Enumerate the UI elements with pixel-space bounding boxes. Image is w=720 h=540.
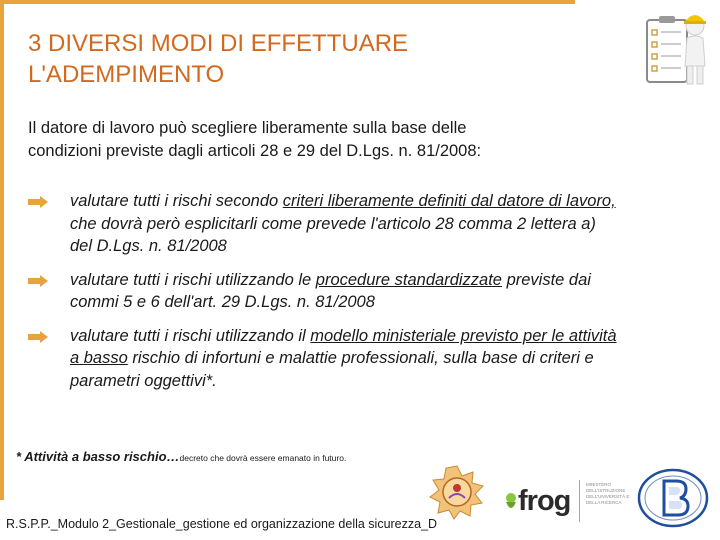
bullet-text: valutare tutti i rischi secondo — [70, 192, 283, 210]
arrow-right-icon — [28, 275, 48, 287]
bullet-underlined-text: modello ministeriale previsto per le attività a basso — [70, 326, 617, 367]
bullet-underlined-text: procedure standardizzate — [315, 270, 502, 289]
footnote-main: * Attività a basso rischio… — [16, 449, 180, 464]
top-accent-bar — [0, 0, 575, 4]
footnote-small: decreto che dovrà essere emanato in futuro. — [179, 453, 347, 463]
slide-title — [28, 28, 588, 90]
frog-logo-text: frog — [518, 485, 571, 517]
list-item — [28, 190, 618, 258]
intro-paragraph — [28, 117, 588, 163]
list-item — [28, 269, 618, 314]
list-item — [28, 325, 618, 393]
bullet-underlined-text: criteri liberamente definiti dal datore di lavoro, — [282, 192, 616, 210]
frog-logo-icon — [503, 492, 519, 514]
bullet-text: che dovrà però esplicitarli come prevede l'articolo 28 comma 2 lettera a) del D.Lgs. n. 81/2008 — [70, 214, 596, 255]
title-line-1: 3 DIVERSI MODI DI EFFETTUARE — [28, 30, 409, 57]
footnote — [16, 449, 616, 464]
title-line-2: L'ADEMPIMENTO — [28, 61, 225, 88]
ministry-logo-text: MINISTERO DELL'ISTRUZIONE DELL'UNIVERSITÀ E DELLA RICERCA — [586, 482, 630, 505]
bullet-text: rischio di infortuni e malattie professionali, sulla base di criteri e parametri oggettivi*. — [70, 349, 594, 390]
bullet-text: valutare tutti i rischi utilizzando il — [70, 326, 311, 345]
checklist-worker-icon — [643, 4, 713, 92]
arrow-right-icon — [28, 196, 48, 208]
arrow-right-icon — [28, 331, 48, 343]
seal-logo-icon — [428, 464, 486, 520]
intro-line-1: Il datore di lavoro può scegliere liberamente sulla base delle — [28, 119, 467, 137]
bullet-text: previste dai commi 5 e 6 dell'art. 29 D.Lgs. n. 81/2008 — [70, 270, 591, 311]
b-logo-icon — [636, 467, 710, 529]
logo-divider — [579, 480, 580, 522]
footer-text: R.S.P.P._Modulo 2_Gestionale_gestione ed organizzazione della sicurezza_D — [6, 517, 438, 531]
bullet-text: valutare tutti i rischi utilizzando le — [70, 270, 316, 289]
left-accent-bar — [0, 0, 4, 500]
intro-line-2: condizioni previste dagli articoli 28 e 29 del D.Lgs. n. 81/2008: — [28, 142, 482, 160]
options-list — [28, 190, 618, 403]
